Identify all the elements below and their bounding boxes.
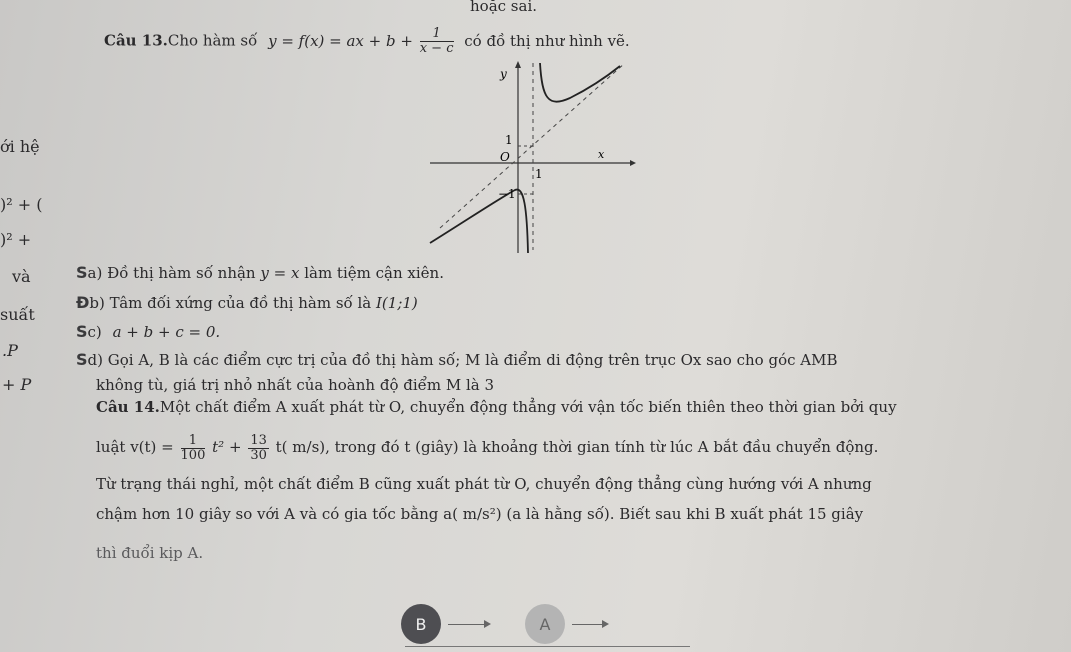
question14-f1-num: 1 xyxy=(181,434,206,449)
question13-formula: y = f(x) = ax + b + xyxy=(268,31,413,50)
option-b-mark: Đ xyxy=(76,293,90,312)
option-b xyxy=(76,294,418,312)
curve-right-branch xyxy=(540,63,620,102)
question14-line2 xyxy=(96,430,878,464)
margin-plus-p: + P xyxy=(2,375,32,394)
question14-f1-den: 100 xyxy=(180,447,206,463)
option-d-text: Gọi A, B là các điểm cực trị của đồ thị hàm số; M là điểm di động trên trục Ox sao cho góc AMB xyxy=(107,351,838,369)
option-a-text: Đồ thị hàm số nhận xyxy=(107,264,256,282)
question13-intro: Cho hàm số xyxy=(167,31,258,50)
option-b-letter: b) xyxy=(89,294,105,312)
option-a-math: y = x xyxy=(260,264,300,282)
badge-b: B xyxy=(401,604,441,644)
option-c-letter: c) xyxy=(87,323,102,341)
y-axis-arrow-icon xyxy=(515,61,521,68)
question13-tail: có đồ thị như hình vẽ. xyxy=(464,31,630,50)
option-c-math: a + b + c = 0. xyxy=(112,323,221,341)
question14-line4: chậm hơn 10 giây so với A và có gia tốc bằng a( m/s²) (a là hằng số). Biết sau khi B xuất phát 15 giây xyxy=(96,505,864,523)
y-axis-label: y xyxy=(500,67,507,81)
question13-fraction xyxy=(420,27,454,56)
option-a-letter: a) xyxy=(87,264,103,282)
arrow-a-line xyxy=(572,624,602,625)
option-d-line2: không tù, giá trị nhỏ nhất của hoành độ điểm M là 3 xyxy=(96,376,495,394)
arrow-b-line xyxy=(448,624,484,625)
question14-frac2 xyxy=(248,434,269,463)
question14-line2-prefix: luật v(t) = xyxy=(96,438,174,456)
option-d xyxy=(76,351,837,369)
margin-p: .P xyxy=(2,341,18,360)
option-d-letter: d) xyxy=(87,351,103,369)
ground-line xyxy=(405,646,690,647)
question14-f2-num: 13 xyxy=(250,432,267,448)
question14-f2-den: 30 xyxy=(250,447,267,463)
question14-line2-mid: t² + xyxy=(212,438,242,456)
margin-va: và xyxy=(12,267,31,286)
option-b-text: Tâm đối xứng của đồ thị hàm số là xyxy=(109,294,372,312)
margin-sq2: )² + xyxy=(0,230,32,249)
origin-label: O xyxy=(500,150,510,164)
question14-line1 xyxy=(96,398,897,416)
margin-sq1: )² + ( xyxy=(0,195,43,214)
question14-line2-suffix: t( m/s), trong đó t (giây) là khoảng thời gian tính từ lúc A bắt đầu chuyển động. xyxy=(275,438,879,456)
option-c xyxy=(76,323,220,341)
question14-line5: thì đuổi kịp A. xyxy=(96,544,204,562)
question14-frac1 xyxy=(181,434,206,463)
option-a-mark: S xyxy=(76,263,88,282)
top-fragment: hoặc sai. xyxy=(470,0,538,15)
arrow-a-icon xyxy=(602,620,609,628)
x-axis-label: x xyxy=(598,148,605,161)
function-graph xyxy=(420,58,640,258)
question14-line1-text: Một chất điểm A xuất phát từ O, chuyển động thẳng với vận tốc biến thiên theo thời gian bởi quy xyxy=(159,398,897,416)
x-tick-label: 1 xyxy=(535,167,543,181)
arrow-b-icon xyxy=(484,620,491,628)
question13-label: Câu 13. xyxy=(104,31,168,50)
option-a xyxy=(76,264,444,282)
badge-a: A xyxy=(525,604,565,644)
y-tick-label: 1 xyxy=(505,133,513,147)
x-axis-arrow-icon xyxy=(630,160,636,166)
question13-frac-den: x − c xyxy=(419,41,454,56)
neg-tick-label: −1 xyxy=(498,187,516,201)
question13-frac-num: 1 xyxy=(420,27,454,42)
question14-label: Câu 14. xyxy=(96,398,160,416)
option-b-math: I(1;1) xyxy=(376,294,418,312)
option-d-mark: S xyxy=(76,350,88,369)
margin-voi-he: ới hệ xyxy=(0,137,40,156)
question13-header xyxy=(104,27,630,56)
option-a-text2: làm tiệm cận xiên. xyxy=(304,264,444,282)
margin-suat: suất xyxy=(0,305,35,324)
question14-line3: Từ trạng thái nghỉ, một chất điểm B cũng xuất phát từ O, chuyển động thẳng cùng hướng với A nhưng xyxy=(96,475,872,493)
option-c-mark: S xyxy=(76,322,88,341)
